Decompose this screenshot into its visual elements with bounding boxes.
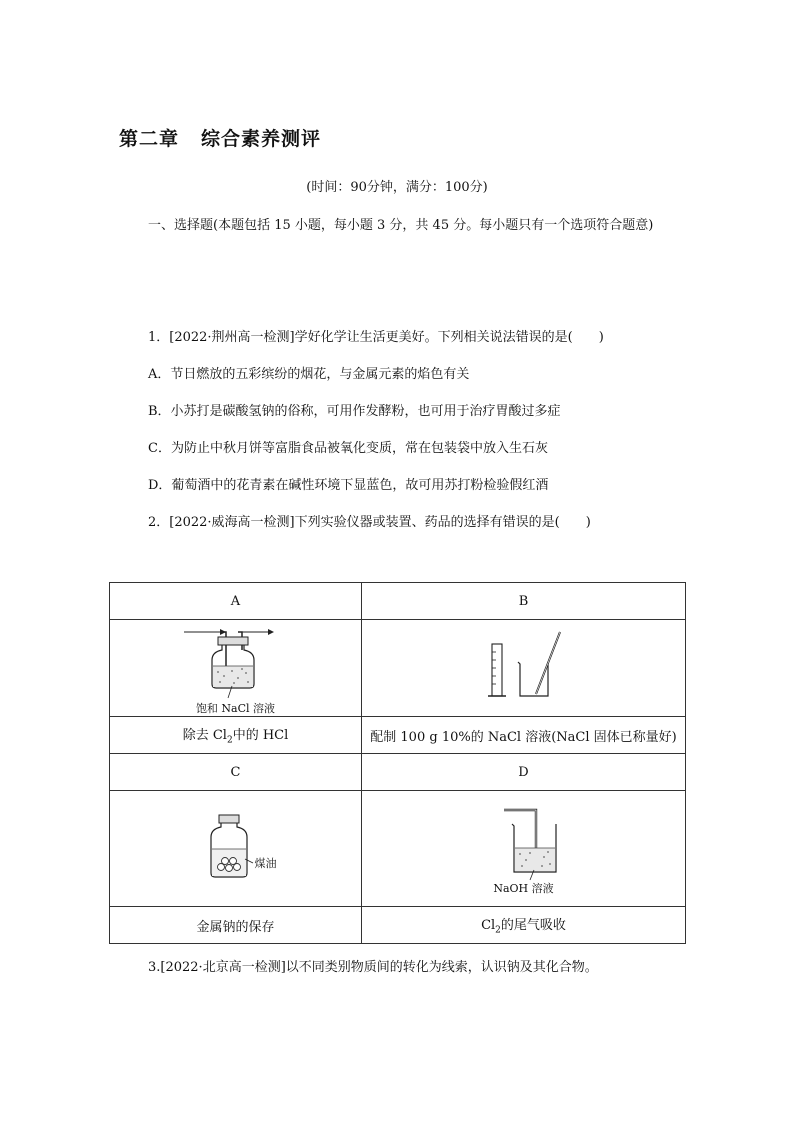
- option-a-header: A: [110, 583, 362, 620]
- option-b-caption: 配制 100 g 10%的 NaCl 溶液(NaCl 固体已称量好): [362, 717, 686, 754]
- chapter-title: 综合素养测评: [201, 128, 322, 150]
- exam-meta: (时间：90分钟，满分：100分): [306, 180, 488, 195]
- option-a-caption: 除去 $Cl_2$中的 HCl: [110, 717, 362, 754]
- option-d-figure-label: NaOH 溶液: [493, 881, 554, 895]
- reagent-bottle-figure: [181, 807, 291, 887]
- option-c-header: C: [110, 754, 362, 791]
- question-1-option-b: B．小苏打是碳酸氢钠的俗称，可用作发酵粉，也可用于治疗胃酸过多症: [148, 404, 561, 419]
- option-d-figure-cell: [362, 791, 686, 907]
- question-1-option-d: D．葡萄酒中的花青素在碱性环境下显蓝色，故可用苏打粉检验假红酒: [148, 478, 549, 493]
- section-heading: 一、选择题(本题包括 15 小题，每小题 3 分，共 45 分。每小题只有一个选项符合题意): [148, 218, 654, 233]
- option-a-figure-label: 饱和 NaCl 溶液: [195, 702, 276, 715]
- question-1-option-c: C．为防止中秋月饼等富脂食品被氧化变质，常在包装袋中放入生石灰: [148, 441, 548, 456]
- page-title: [119, 124, 321, 151]
- option-a-figure-cell: [110, 620, 362, 717]
- option-c-figure-label: 煤油: [254, 856, 277, 870]
- option-c-figure-cell: [110, 791, 362, 907]
- option-d-caption: $Cl_2$的尾气吸收: [362, 907, 686, 944]
- option-b-header: B: [362, 583, 686, 620]
- question-2-table: [109, 582, 686, 944]
- question-1-stem: 1．[2022·荆州高一检测]学好化学让生活更美好。下列相关说法错误的是( ): [148, 330, 604, 345]
- cylinder-and-beaker-figure: [464, 626, 584, 706]
- option-d-header: D: [362, 754, 686, 791]
- gas-washing-bottle-figure: [176, 620, 296, 710]
- question-1-option-a: A．节日燃放的五彩缤纷的烟花，与金属元素的焰色有关: [148, 367, 470, 382]
- option-b-figure-cell: [362, 620, 686, 717]
- gas-absorption-figure: [464, 802, 584, 882]
- question-3-stem: 3.[2022·北京高一检测]以不同类别物质间的转化为线索，认识钠及其化合物。: [148, 960, 598, 975]
- chapter-label: 第二章: [119, 128, 180, 150]
- option-c-caption: 金属钠的保存: [110, 907, 362, 944]
- question-2-stem: 2．[2022·威海高一检测]下列实验仪器或装置、药品的选择有错误的是( ): [148, 515, 591, 530]
